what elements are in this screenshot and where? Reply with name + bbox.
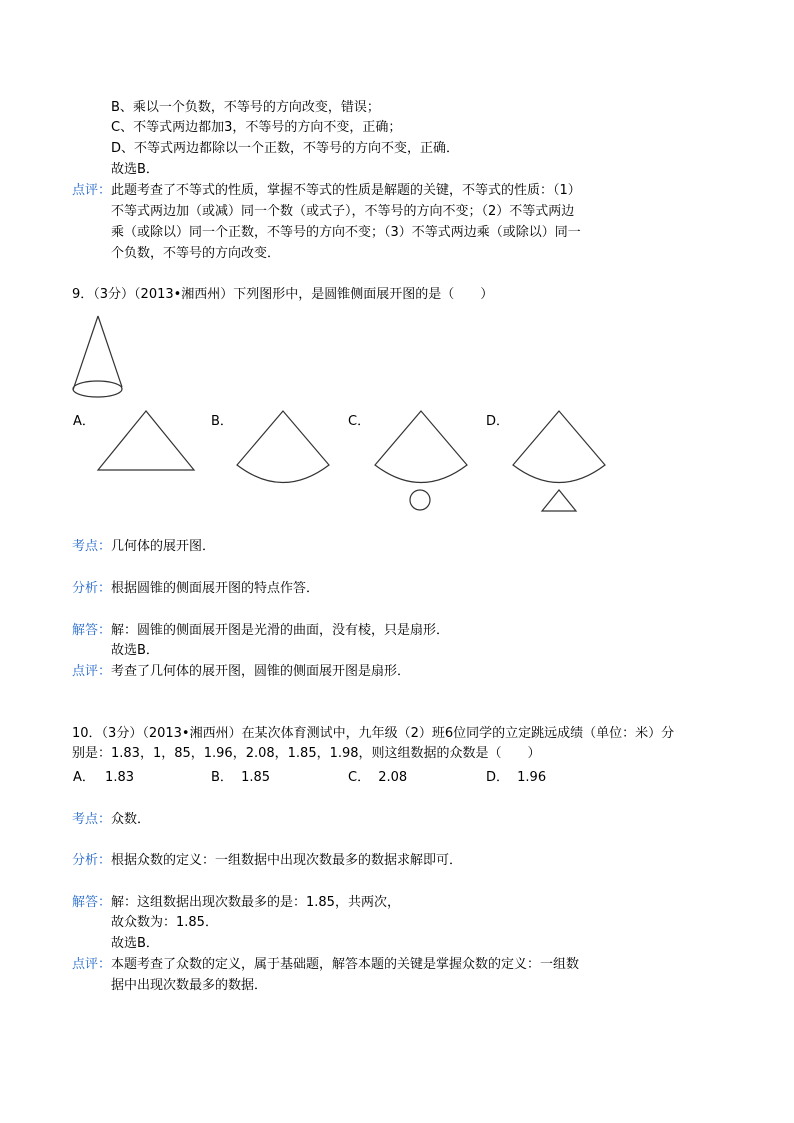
comment-line: 个负数，不等号的方向改变． bbox=[111, 246, 281, 261]
comment-line: 此题考查了不等式的性质，掌握不等式的性质是解题的关键，不等式的性质：（1） bbox=[111, 183, 581, 198]
question-9-text: 9．（3分）（2013•湘西州）下列图形中，是圆锥侧面展开图的是（ ） bbox=[72, 287, 494, 302]
option-a-label: A． bbox=[73, 414, 95, 429]
fenxi-label: 分析： bbox=[72, 853, 112, 868]
option-b-sector bbox=[237, 411, 329, 483]
fenxi-label: 分析： bbox=[72, 581, 112, 596]
option-letter: C． bbox=[348, 770, 371, 785]
q10-option-c bbox=[348, 769, 407, 787]
jieda-label: 解答： bbox=[72, 895, 112, 910]
comment-label: 点评： bbox=[72, 183, 112, 198]
option-c-circle bbox=[410, 490, 430, 510]
cone-figure bbox=[73, 316, 122, 397]
option-c-explanation: C、不等式两边都加3，不等号的方向不变，正确； bbox=[111, 120, 402, 135]
kaodian-label: 考点： bbox=[72, 812, 112, 827]
jieda-line: 解：圆锥的侧面展开图是光滑的曲面，没有棱，只是扇形． bbox=[111, 623, 450, 638]
q10-option-b bbox=[211, 769, 270, 787]
option-d-explanation: D、不等式两边都除以一个正数，不等号的方向不变，正确． bbox=[111, 141, 460, 156]
q10-option-d bbox=[486, 769, 546, 787]
option-letter: A． bbox=[73, 770, 95, 785]
option-d-label: D． bbox=[486, 414, 510, 429]
option-d-sector bbox=[513, 411, 605, 483]
answer-choice: 故选B． bbox=[111, 162, 159, 177]
jieda-line: 故众数为：1.85． bbox=[111, 915, 218, 930]
option-value: 1.96 bbox=[517, 770, 547, 785]
option-value: 1.85 bbox=[241, 770, 271, 785]
q10-option-a bbox=[73, 769, 134, 787]
kaodian-text: 几何体的展开图． bbox=[111, 539, 216, 554]
dianping-line: 据中出现次数最多的数据． bbox=[111, 978, 268, 993]
dianping-label: 点评： bbox=[72, 664, 112, 679]
question-10-text: 10．（3分）（2013•湘西州）在某次体育测试中，九年级（2）班6位同学的立定跳远成绩（单位：米）分 bbox=[72, 726, 675, 741]
dianping-label: 点评： bbox=[72, 957, 112, 972]
comment-line: 乘（或除以）同一个正数，不等号的方向不变；（3）不等式两边乘（或除以）同一 bbox=[111, 225, 581, 240]
jieda-line: 故选B． bbox=[111, 643, 159, 658]
option-value: 2.08 bbox=[378, 770, 408, 785]
option-a-triangle bbox=[98, 411, 194, 470]
jieda-line: 解：这组数据出现次数最多的是：1.85，共两次， bbox=[111, 895, 400, 910]
kaodian-text: 众数． bbox=[111, 812, 151, 827]
option-b-explanation: B、乘以一个负数，不等号的方向改变，错误； bbox=[111, 100, 380, 115]
option-b-label: B． bbox=[211, 414, 233, 429]
jieda-line: 故选B． bbox=[111, 936, 159, 951]
fenxi-text: 根据圆锥的侧面展开图的特点作答． bbox=[111, 581, 320, 596]
question-10-text: 别是：1.83，1，85，1.96，2.08，1.85，1.98，则这组数据的众数是（ ） bbox=[72, 746, 541, 761]
option-c-sector bbox=[375, 411, 467, 483]
option-letter: D． bbox=[486, 770, 510, 785]
comment-line: 不等式两边加（或减）同一个数（或式子），不等号的方向不变；（2）不等式两边 bbox=[111, 204, 575, 219]
option-letter: B． bbox=[211, 770, 233, 785]
fenxi-text: 根据众数的定义：一组数据中出现次数最多的数据求解即可． bbox=[111, 853, 463, 868]
kaodian-label: 考点： bbox=[72, 539, 112, 554]
dianping-text: 考查了几何体的展开图，圆锥的侧面展开图是扇形． bbox=[111, 664, 411, 679]
jieda-label: 解答： bbox=[72, 623, 112, 638]
option-d-triangle bbox=[542, 490, 576, 511]
dianping-line: 本题考查了众数的定义，属于基础题，解答本题的关键是掌握众数的定义：一组数 bbox=[111, 957, 580, 972]
option-c-label: C． bbox=[348, 414, 371, 429]
option-value: 1.83 bbox=[105, 770, 134, 785]
